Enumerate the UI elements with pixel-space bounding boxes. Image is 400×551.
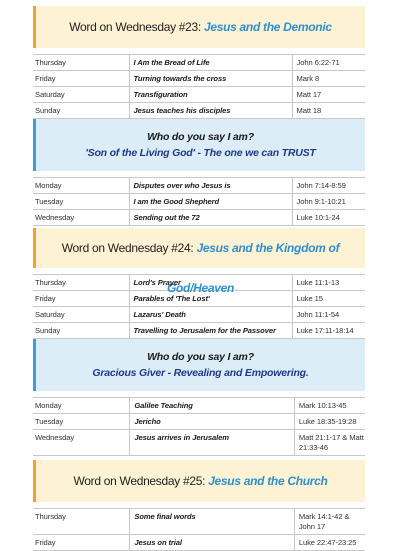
day-cell: Thursday <box>33 275 129 291</box>
title-cell: I Am the Bread of Life <box>129 55 292 71</box>
table-row <box>33 535 365 551</box>
day-cell: Tuesday <box>33 414 130 430</box>
banner-prefix: Word on Wednesday #25: <box>73 474 209 488</box>
callout-answer: Gracious Giver - Revealing and Empowering. <box>92 367 309 379</box>
reference-cell: Matt 17 <box>292 87 365 103</box>
banner-title: Jesus and the Demonic <box>204 20 332 34</box>
reference-cell: Luke 18:35-19:28 <box>294 414 365 430</box>
reference-cell: Luke 15 <box>292 291 365 307</box>
reading-table <box>33 397 365 456</box>
title-cell: Travelling to Jerusalem for the Passover <box>129 323 292 339</box>
day-cell: Sunday <box>33 323 129 339</box>
day-cell: Friday <box>33 291 129 307</box>
week-banner <box>33 6 365 48</box>
day-cell: Wednesday <box>33 430 130 456</box>
reading-plan <box>33 6 365 551</box>
table-row <box>33 414 365 430</box>
banner-title: Jesus and the Kingdom of God/Heaven <box>166 241 340 295</box>
title-cell: Sending out the 72 <box>129 210 292 226</box>
callout-question: Who do you say I am? <box>147 351 254 363</box>
banner-prefix: Word on Wednesday #24: <box>61 241 197 255</box>
table-row <box>33 430 365 456</box>
title-cell: Jesus teaches his disciples <box>129 103 292 119</box>
table-row <box>33 103 365 119</box>
title-cell: Lazarus' Death <box>129 307 292 323</box>
day-cell: Saturday <box>33 307 129 323</box>
reading-table <box>33 177 365 226</box>
reference-cell: Luke 17:11-18:14 <box>292 323 365 339</box>
week-banner <box>33 460 365 502</box>
title-cell: Lord's Prayer <box>129 275 292 291</box>
table-row <box>33 71 365 87</box>
title-cell: Turning towards the cross <box>129 71 292 87</box>
day-cell: Friday <box>33 535 130 551</box>
reference-cell: Matt 21:1-17 & Matt 21:33-46 <box>294 430 365 456</box>
day-cell: Sunday <box>33 103 129 119</box>
who-do-you-say-callout <box>33 339 365 391</box>
table-row <box>33 55 365 71</box>
callout-answer: 'Son of the Living God' - The one we can TRUST <box>85 147 316 159</box>
day-cell: Wednesday <box>33 210 129 226</box>
day-cell: Saturday <box>33 87 129 103</box>
table-row <box>33 178 365 194</box>
reference-cell: Mark 14:1-42 & John 17 <box>294 509 365 535</box>
day-cell: Thursday <box>33 509 130 535</box>
table-row <box>33 509 365 535</box>
table-row <box>33 210 365 226</box>
title-cell: Some final words <box>130 509 294 535</box>
reference-cell: Mark 10:13-45 <box>294 398 365 414</box>
title-cell: Galilee Teaching <box>130 398 294 414</box>
title-cell: Jericho <box>130 414 294 430</box>
day-cell: Monday <box>33 398 130 414</box>
callout-question: Who do you say I am? <box>147 131 254 143</box>
reading-table <box>33 54 365 119</box>
reading-table <box>33 508 365 551</box>
banner-prefix: Word on Wednesday #23: <box>69 20 204 34</box>
reference-cell: John 9:1-10:21 <box>292 194 365 210</box>
banner-title: Jesus and the Church <box>208 474 328 488</box>
reference-cell: Luke 10:1-24 <box>292 210 365 226</box>
title-cell: Jesus arrives in Jerusalem <box>130 430 294 456</box>
reference-cell: Luke 11:1-13 <box>292 275 365 291</box>
title-cell: Disputes over who Jesus is <box>129 178 292 194</box>
reference-cell: John 11:1-54 <box>292 307 365 323</box>
who-do-you-say-callout <box>33 119 365 171</box>
title-cell: I am the Good Shepherd <box>129 194 292 210</box>
day-cell: Tuesday <box>33 194 129 210</box>
reference-cell: Matt 18 <box>292 103 365 119</box>
reference-cell: John 7:14-8:59 <box>292 178 365 194</box>
day-cell: Friday <box>33 71 129 87</box>
title-cell: Transfiguration <box>129 87 292 103</box>
day-cell: Thursday <box>33 55 129 71</box>
table-row <box>33 323 365 339</box>
table-row <box>33 307 365 323</box>
title-cell: Parables of 'The Lost' <box>129 291 292 307</box>
table-row <box>33 194 365 210</box>
day-cell: Monday <box>33 178 129 194</box>
reference-cell: Mark 8 <box>292 71 365 87</box>
reference-cell: Luke 22:47-23:25 <box>294 535 365 551</box>
reference-cell: John 6:22-71 <box>292 55 365 71</box>
table-row <box>33 87 365 103</box>
title-cell: Jesus on trial <box>130 535 294 551</box>
table-row <box>33 398 365 414</box>
